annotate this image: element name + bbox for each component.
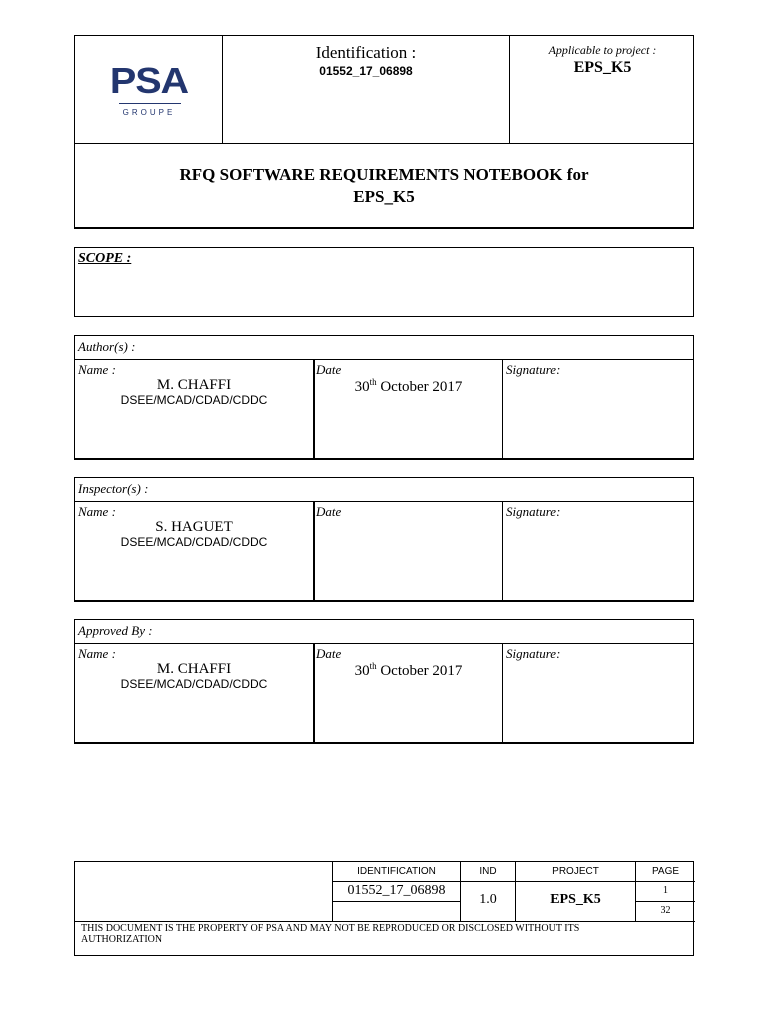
applicable-value: EPS_K5 (573, 59, 632, 76)
footer-total-pages: 32 (660, 905, 671, 916)
approved-section (74, 619, 694, 744)
column-divider (502, 644, 503, 742)
footer-divider (635, 901, 695, 902)
signature-label: Signature: (506, 504, 561, 519)
column-divider (502, 502, 503, 600)
signature-label: Signature: (506, 362, 561, 377)
document-footer (74, 861, 694, 956)
document-header (74, 35, 694, 229)
person-name: M. CHAFFI (156, 661, 232, 677)
department: DSEE/MCAD/CDAD/CDDC (120, 535, 268, 549)
applicable-label: Applicable to project : (548, 43, 657, 57)
date-label: Date (316, 504, 342, 519)
date-rest: October 2017 (376, 379, 463, 395)
authors-section (74, 335, 694, 460)
column-divider (313, 502, 315, 600)
title-line: EPS_K5 (353, 187, 415, 206)
psa-logo (75, 36, 222, 143)
date-label: Date (316, 362, 342, 377)
department: DSEE/MCAD/CDAD/CDDC (120, 393, 268, 407)
title-line: RFQ SOFTWARE REQUIREMENTS NOTEBOOK for (179, 165, 589, 184)
person-name: S. HAGUET (155, 519, 233, 535)
footer-project: EPS_K5 (550, 892, 601, 907)
date-rest: October 2017 (376, 663, 463, 679)
footer-col-page: PAGE (651, 866, 680, 877)
section-label: Approved By : (78, 623, 153, 638)
date-day: 30 (354, 663, 370, 679)
identification-value: 01552_17_06898 (319, 64, 413, 78)
section-label: Inspector(s) : (78, 481, 149, 496)
row-divider (75, 643, 693, 644)
column-divider (313, 360, 315, 458)
date-day: 30 (354, 379, 370, 395)
logo-rule (119, 103, 181, 104)
department: DSEE/MCAD/CDAD/CDDC (120, 677, 268, 691)
footer-divider (332, 881, 695, 882)
signature-label: Signature: (506, 646, 561, 661)
date-value (315, 661, 502, 680)
identification-label: Identification : (315, 43, 417, 62)
inspectors-section (74, 477, 694, 602)
header-divider (75, 143, 693, 144)
logo-wordmark: PSA (109, 60, 189, 101)
date-suffix: th (369, 377, 377, 387)
section-label: Author(s) : (78, 339, 136, 354)
document-title (75, 164, 693, 208)
footer-col-project: PROJECT (552, 866, 599, 877)
column-divider (313, 644, 315, 742)
logo-subtext: GROUPE (122, 108, 176, 117)
row-divider (75, 359, 693, 360)
scope-label: SCOPE : (78, 251, 132, 266)
date-label: Date (316, 646, 342, 661)
name-label: Name : (78, 504, 116, 519)
footer-ind: 1.0 (479, 892, 497, 907)
footer-col-identification: IDENTIFICATION (357, 866, 436, 877)
date-suffix: th (369, 661, 377, 671)
date-value (315, 377, 502, 396)
scope-section (74, 247, 694, 317)
property-notice: THIS DOCUMENT IS THE PROPERTY OF PSA AND MAY NOT BE REPRODUCED OR DISCLOSED WITHOUT ITS AUTHORIZATION (81, 923, 580, 945)
footer-divider (332, 901, 460, 902)
footer-divider (75, 921, 695, 922)
name-label: Name : (78, 362, 116, 377)
footer-page: 1 (663, 885, 668, 896)
column-divider (502, 360, 503, 458)
person-name: M. CHAFFI (156, 377, 232, 393)
row-divider (75, 501, 693, 502)
name-label: Name : (78, 646, 116, 661)
footer-identification: 01552_17_06898 (347, 883, 446, 898)
footer-col-ind: IND (479, 866, 497, 877)
